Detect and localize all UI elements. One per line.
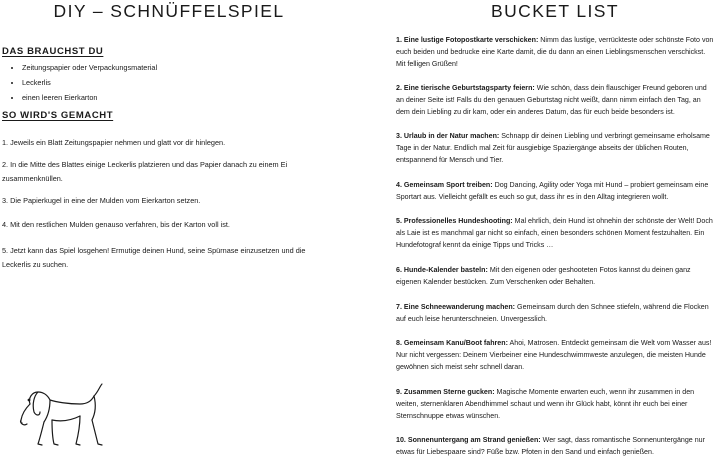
step-text: 2. In die Mitte des Blattes einige Leckerlis platzieren und das Papier danach zu einem Ei zusammenknüllen.: [2, 160, 288, 183]
list-item: • Leckerlis: [22, 75, 157, 90]
bucket-item-text: Ahoi, Matrosen. Entdeckt gemeinsam die Welt vom Wasser aus! Nur nicht vergessen: Deinem Vierbeiner eine Hundeschwimmweste anzulegen, die meisten Hunde gewöhnen sich meist sehr schnell daran.: [396, 339, 712, 372]
bucket-item-text: Mal ehrlich, dein Hund ist ohnehin der schönste der Welt! Doch als Laie ist es manchmal gar nicht so einfach, einen besonders schönen Moment festzuhalten. Ein Hundefotograf kennt da einige Tipps und Tricks …: [396, 217, 713, 250]
bucket-item-text: Mit den eigenen oder geshooteten Fotos kannst du deinen ganz eigenen Kalender bestücken. Zum Verschenken oder Behalten.: [396, 266, 691, 287]
bucket-item-heading: 6. Hunde-Kalender basteln:: [396, 266, 488, 274]
bucket-item: [396, 301, 714, 325]
list-item: • Zeitungspapier oder Verpackungsmaterial: [22, 60, 157, 75]
bucket-item: [396, 337, 714, 374]
step-text: 5. Jetzt kann das Spiel losgehen! Ermutige deinen Hund, seine Spürnase einzusetzen und die Leckerlis zu suchen.: [2, 246, 306, 269]
bucket-item-text: Dog Dancing, Agility oder Yoga mit Hund – probiert gemeinsam eine Sportart aus. Vielleicht gefällt es euch so gut, dass ihr es in den Alltag integrieren wollt.: [396, 181, 709, 202]
page-title-bucket-list: BUCKET LIST: [491, 1, 619, 21]
needs-heading: DAS BRAUCHST DU: [2, 46, 104, 57]
bucket-item: [396, 386, 714, 423]
bucket-item-text: Nimm das lustige, verrückteste oder schönste Foto von euch beiden und bedrucke eine Karte damit, die du dann an einen Lieblingsmenschen verschickst. Mit felligen Grüßen!: [396, 36, 714, 69]
bucket-item-heading: 10. Sonnenuntergang am Strand genießen:: [396, 436, 541, 444]
bucket-item: [396, 264, 714, 288]
bucket-item: [396, 215, 714, 252]
bucket-item-heading: 5. Professionelles Hundeshooting:: [396, 217, 513, 225]
left-page: [0, 0, 352, 460]
step-text: 4. Mit den restlichen Mulden genauso verfahren, bis der Karton voll ist.: [2, 220, 230, 229]
needs-list: [8, 60, 157, 105]
bucket-item-text: Wie schön, dass dein flauschiger Freund geboren und an deiner Seite ist! Falls du den genauen Geburtstag nicht weißt, dann nimm einfach den Tag, an dem dein Liebling zu dir kam, oder ein anderes Datum, das für euch beide besonders ist.: [396, 84, 707, 117]
bucket-item-text: Magische Momente erwarten euch, wenn ihr zusammen in den weiten, sternenklaren Abendhimmel schaut und wenn ihr Glück habt, könnt ihr euch bei einer Sternschnuppe etwas wünschen.: [396, 388, 695, 421]
bucket-item: [396, 34, 714, 71]
bucket-item-heading: 9. Zusammen Sterne gucken:: [396, 388, 495, 396]
bucket-item: [396, 130, 714, 167]
bucket-item-heading: 2. Eine tierische Geburtstagsparty feiern:: [396, 84, 535, 92]
dog-illustration: [18, 382, 118, 452]
bucket-item-text: Gemeinsam durch den Schnee stiefeln, während die Flocken auf euch leise herunterschneien. Unvergesslich.: [396, 303, 709, 324]
bucket-item-heading: 8. Gemeinsam Kanu/Boot fahren:: [396, 339, 508, 347]
bucket-item: [396, 179, 714, 203]
bucket-item-heading: 1. Eine lustige Fotopostkarte verschicken:: [396, 36, 539, 44]
bucket-item-text: Wer sagt, dass romantische Sonnenuntergänge nur etwas für Liebespaare sind? Füße bzw. Pfoten in den Sand und einfach genießen.: [396, 436, 705, 457]
bucket-item-text: Schnapp dir deinen Liebling und verbringt gemeinsame erholsame Tage in der Natur. Endlich mal Zeit für ausgiebige Spaziergänge abseits der üblichen Routen, entspannend für Mensch und Tier.: [396, 132, 710, 165]
bucket-item-heading: 3. Urlaub in der Natur machen:: [396, 132, 500, 140]
step-text: 3. Die Papierkugel in eine der Mulden vom Eierkarton setzen.: [2, 196, 201, 205]
bucket-item: [396, 434, 714, 458]
step-text: 1. Jeweils ein Blatt Zeitungspapier nehmen und glatt vor dir hinlegen.: [2, 138, 226, 147]
steps-heading: SO WIRD'S GEMACHT: [2, 110, 114, 121]
bucket-item-heading: 7. Eine Schneewanderung machen:: [396, 303, 516, 311]
bucket-item-heading: 4. Gemeinsam Sport treiben:: [396, 181, 493, 189]
right-page: [396, 0, 714, 460]
bucket-item: [396, 82, 714, 119]
list-item: • einen leeren Eierkarton: [22, 90, 157, 105]
page-title-diy: DIY – SCHNÜFFELSPIEL: [53, 1, 285, 21]
